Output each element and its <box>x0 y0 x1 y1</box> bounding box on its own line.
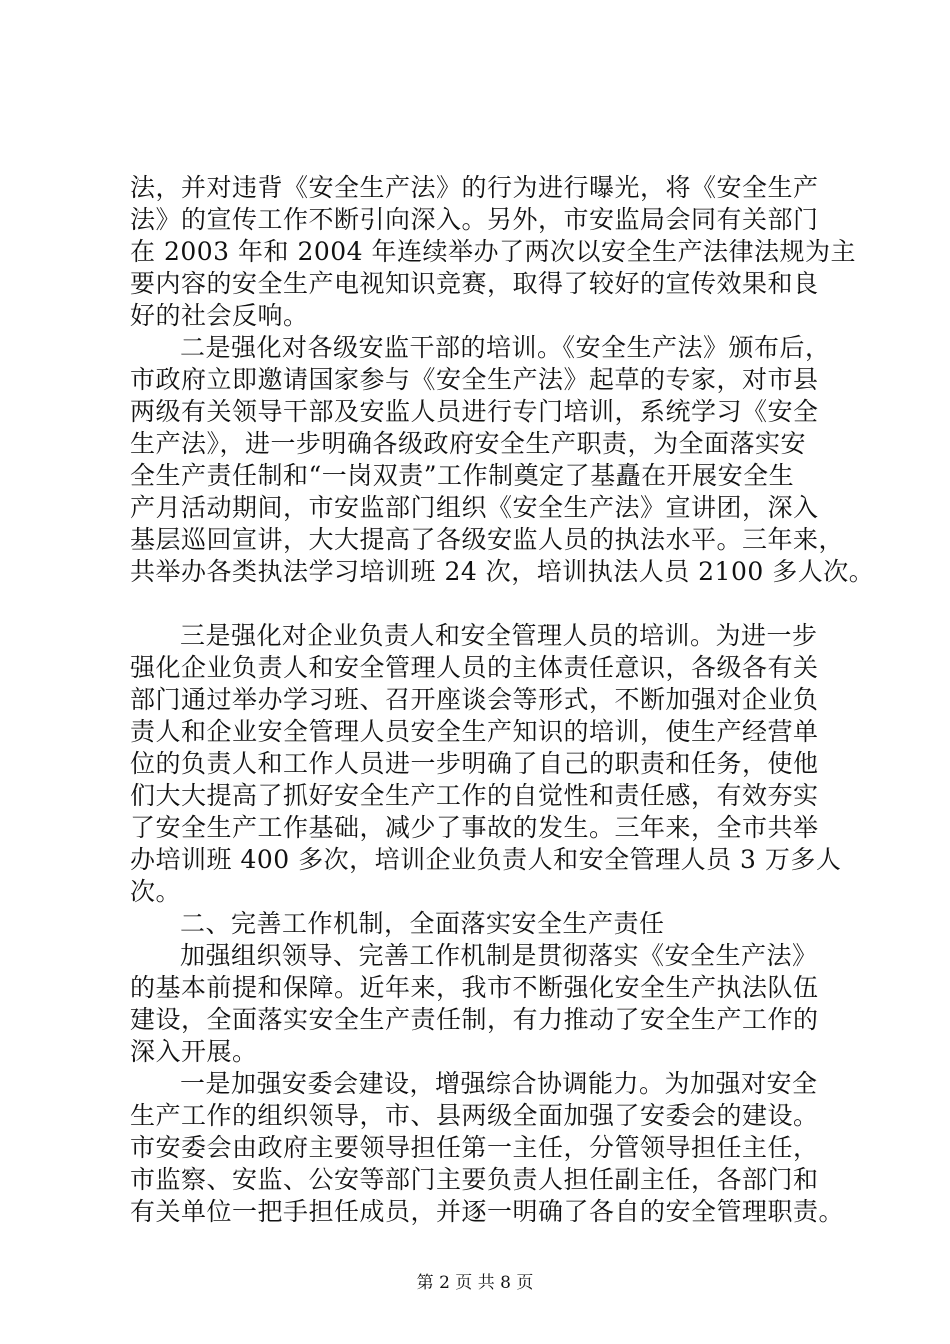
page-footer: 第 2 页 共 8 页 <box>416 1273 534 1293</box>
text-line: 两级有关领导干部及安监人员进行专门培训，系统学习《安全 <box>130 397 819 426</box>
text-line: 们大大提高了抓好安全生产工作的自觉性和责任感，有效夯实 <box>130 781 819 810</box>
text-line: 建设，全面落实安全生产责任制，有力推动了安全生产工作的 <box>130 1005 819 1034</box>
text-line: 二、完善工作机制，全面落实安全生产责任 <box>180 909 665 938</box>
text-line: 法，并对违背《安全生产法》的行为进行曝光，将《安全生产 <box>130 173 819 202</box>
text-line: 共举办各类执法学习培训班 24 次，培训执法人员 2100 多人次。 <box>130 557 875 586</box>
text-line: 在 2003 年和 2004 年连续举办了两次以安全生产法律法规为主 <box>130 237 857 266</box>
text-line: 有关单位一把手担任成员，并逐一明确了各自的安全管理职责。 <box>130 1197 845 1226</box>
document-body <box>130 172 875 1228</box>
text-line: 部门通过举办学习班、召开座谈会等形式，不断加强对企业负 <box>130 685 819 714</box>
text-line: 三是强化对企业负责人和安全管理人员的培训。为进一步 <box>180 621 818 650</box>
text-line: 基层巡回宣讲，大大提高了各级安监人员的执法水平。三年来， <box>130 525 845 554</box>
text-line: 市政府立即邀请国家参与《安全生产法》起草的专家，对市县 <box>130 365 819 394</box>
text-line: 位的负责人和工作人员进一步明确了自己的职责和任务，使他 <box>130 749 819 778</box>
text-line: 法》的宣传工作不断引向深入。另外，市安监局会同有关部门 <box>130 205 819 234</box>
text-line: 了安全生产工作基础，减少了事故的发生。三年来，全市共举 <box>130 813 819 842</box>
text-line: 的基本前提和保障。近年来，我市不断强化安全生产执法队伍 <box>130 973 819 1002</box>
paragraph-gap <box>130 588 830 620</box>
text-line: 办培训班 400 多次，培训企业负责人和安全管理人员 3 万多人 <box>130 845 842 874</box>
text-line: 加强组织领导、完善工作机制是贯彻落实《安全生产法》 <box>180 941 818 970</box>
text-line: 强化企业负责人和安全管理人员的主体责任意识，各级各有关 <box>130 653 819 682</box>
text-line: 好的社会反响。 <box>130 301 309 330</box>
text-line: 责人和企业安全管理人员安全生产知识的培训，使生产经营单 <box>130 717 819 746</box>
text-line: 市监察、安监、公安等部门主要负责人担任副主任，各部门和 <box>130 1165 819 1194</box>
text-line: 要内容的安全生产电视知识竞赛，取得了较好的宣传效果和良 <box>130 269 819 298</box>
text-line: 二是强化对各级安监干部的培训。《安全生产法》颁布后， <box>180 333 831 362</box>
text-line: 一是加强安委会建设，增强综合协调能力。为加强对安全 <box>180 1069 818 1098</box>
text-line: 生产法》，进一步明确各级政府安全生产职责，为全面落实安 <box>130 429 807 458</box>
text-line: 深入开展。 <box>130 1037 258 1066</box>
text-line: 全生产责任制和“一岗双责”工作制奠定了基矗在开展安全生 <box>130 461 795 490</box>
text-line: 产月活动期间，市安监部门组织《安全生产法》宣讲团，深入 <box>130 493 819 522</box>
text-line: 次。 <box>130 877 182 906</box>
text-line: 市安委会由政府主要领导担任第一主任，分管领导担任主任， <box>130 1133 819 1162</box>
text-line: 生产工作的组织领导，市、县两级全面加强了安委会的建设。 <box>130 1101 819 1130</box>
